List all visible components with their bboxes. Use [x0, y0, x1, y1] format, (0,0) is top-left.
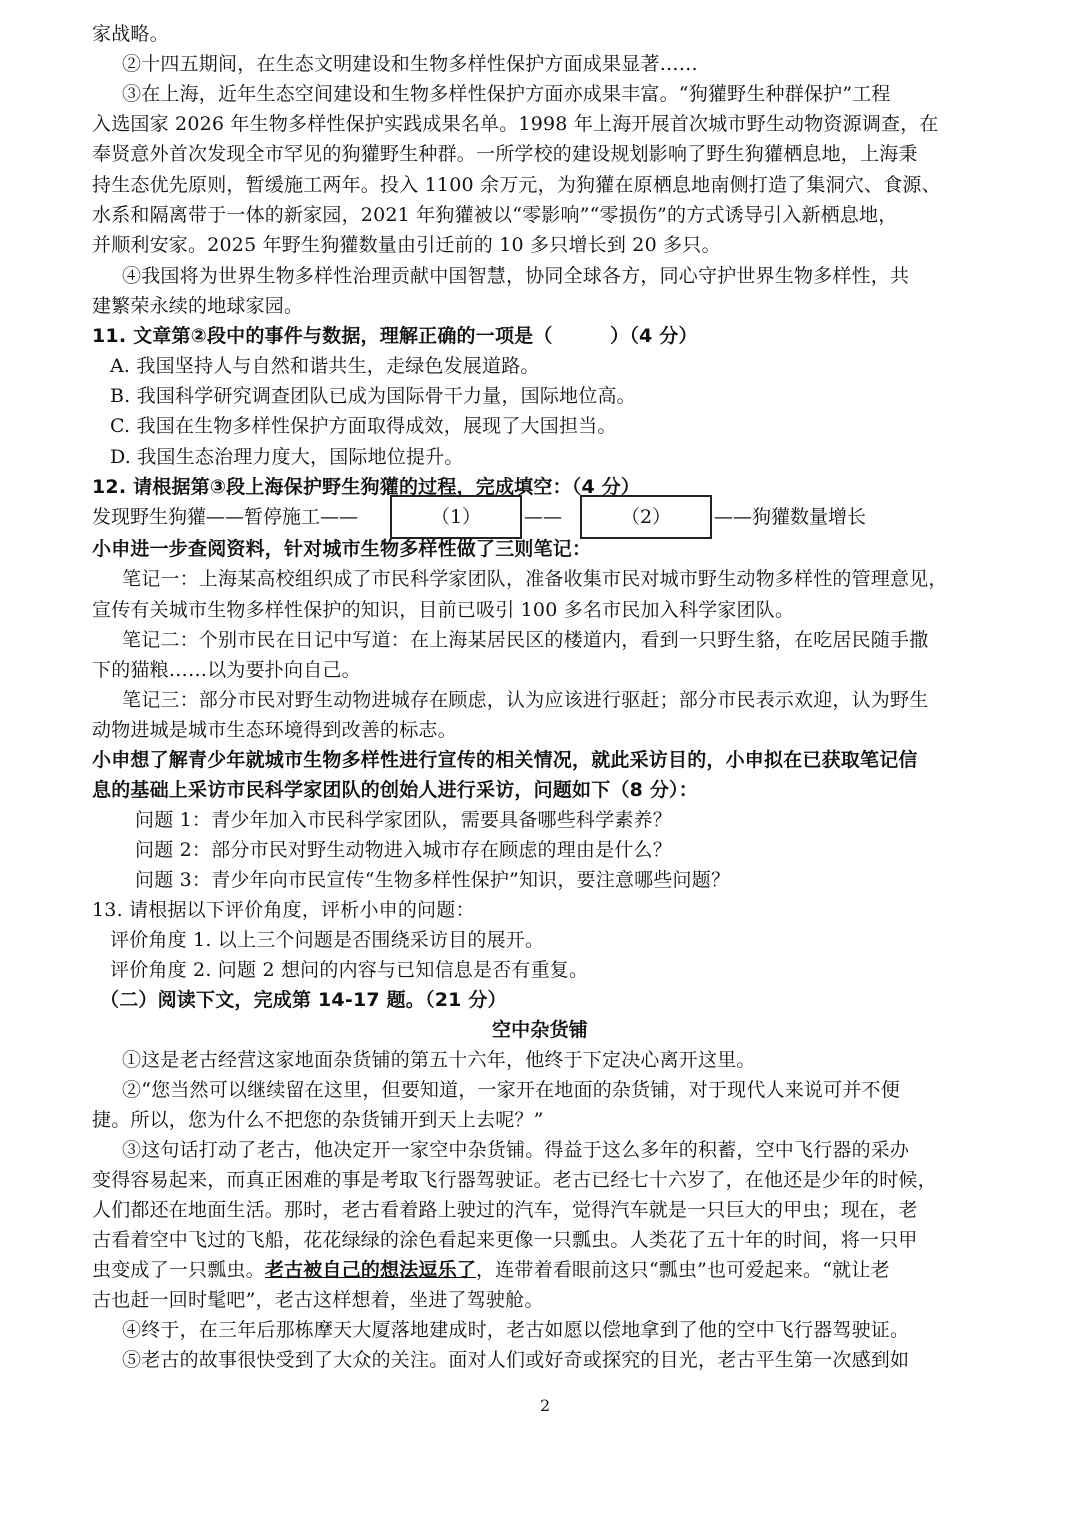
story-paragraph-3: ③这句话打动了老古，他决定开一家空中杂货铺。得益于这么多年的积蓄，空中飞行器的采办 [122, 1139, 910, 1161]
story-line: 古也赶一回时髦吧”，老古这样想着，坐进了驾驶舱。 [92, 1289, 544, 1311]
passage-line: 入选国家 2026 年生物多样性保护实践成果名单。1998 年上海开展首次城市野生动物资源调查，在 [92, 113, 939, 135]
fill-blank-2[interactable]: （2） [580, 495, 712, 539]
interview-intro-cont: 息的基础上采访市民科学家团队的创始人进行采访，问题如下（8 分）： [92, 779, 698, 801]
story-paragraph-2: ②“您当然可以继续留在这里，但要知道，一家开在地面的杂货铺，对于现代人来说可并不便 [122, 1079, 900, 1101]
note-3: 笔记三：部分市民对野生动物进城存在顾虑，认为应该进行驱赶；部分市民表示欢迎，认为野生 [122, 689, 929, 711]
page-number: 2 [540, 1396, 551, 1415]
note-1: 笔记一：上海某高校组织成了市民科学家团队，准备收集市民对城市野生动物多样性的管理意见， [122, 568, 948, 590]
story-line-underlined [0, 1256, 1080, 1284]
question-11-option-d: D. 我国生态治理力度大，国际地位提升。 [110, 446, 464, 468]
story-title: 空中杂货铺 [491, 1019, 588, 1041]
question-11-stem: 11. 文章第②段中的事件与数据，理解正确的一项是（ ）（4 分） [92, 325, 698, 347]
passage-line: 家战略。 [92, 23, 169, 45]
passage-line: 建繁荣永续的地球家园。 [92, 295, 304, 317]
story-text: ，连带着看眼前这只“瓢虫”也可爱起来。“就让老 [476, 1259, 890, 1281]
story-line: 捷。所以，您为什么不把您的杂货铺开到天上去呢？” [92, 1109, 544, 1131]
passage-paragraph-2: ②十四五期间，在生态文明建设和生物多样性保护方面成果显著…… [122, 53, 699, 75]
flow-dash: —— [524, 506, 562, 528]
story-line: 古看着空中飞过的飞船，花花绿绿的涂色看起来更像一只瓢虫。人类花了五十年的时间，将一只甲 [92, 1229, 918, 1251]
passage-line: 并顺利安家。2025 年野生狗獾数量由引迁前的 10 多只增长到 20 多只。 [92, 234, 721, 256]
flow-end: ——狗獾数量增长 [714, 506, 867, 528]
note-1-cont: 宣传有关城市生物多样性保护的知识，目前已吸引 100 多名市民加入科学家团队。 [92, 599, 795, 621]
question-12-stem: 12. 请根据第③段上海保护野生狗獾的过程，完成填空：（4 分） [92, 476, 641, 498]
notes-intro: 小申进一步查阅资料，针对城市生物多样性做了三则笔记： [92, 538, 592, 560]
passage-line: 奉贤意外首次发现全市罕见的狗獾野生种群。一所学校的建设规划影响了野生狗獾栖息地，上海秉 [92, 143, 918, 165]
story-line: 人们都还在地面生活。那时，老古看着路上驶过的汽车，觉得汽车就是一只巨大的甲虫；现在，老 [92, 1199, 918, 1221]
question-11-option-a: A. 我国坚持人与自然和谐共生，走绿色发展道路。 [110, 355, 540, 377]
passage-paragraph-4: ④我国将为世界生物多样性治理贡献中国智慧，协同全球各方，同心守护世界生物多样性，共 [122, 265, 910, 287]
criterion-2: 评价角度 2. 问题 2 想问的内容与已知信息是否有重复。 [110, 959, 589, 981]
note-2-cont: 下的猫粮……以为要扑向自己。 [92, 659, 361, 681]
flow-start: 发现野生狗獾——暂停施工—— [92, 506, 359, 528]
question-11-option-c: C. 我国在生物多样性保护方面取得成效，展现了大国担当。 [110, 415, 617, 437]
note-2: 笔记二：个别市民在日记中写道：在上海某居民区的楼道内，看到一只野生貉，在吃居民随手撒 [122, 629, 929, 651]
passage-line: 水系和隔离带于一体的新家园，2021 年狗獾被以“零影响”“零损伤”的方式诱导引入新栖息地， [92, 204, 898, 226]
passage-paragraph-3: ③在上海，近年生态空间建设和生物多样性保护方面亦成果丰富。“狗獾野生种群保护”工程 [122, 83, 891, 105]
story-text: 虫变成了一只瓢虫。 [92, 1259, 265, 1281]
question-13-stem: 13. 请根据以下评价角度，评析小申的问题： [92, 899, 475, 921]
story-line: 变得容易起来，而真正困难的事是考取飞行器驾驶证。老古已经七十六岁了，在他还是少年的时候， [92, 1169, 937, 1191]
question-11-option-b: B. 我国科学研究调查团队已成为国际骨干力量，国际地位高。 [110, 385, 636, 407]
criterion-1: 评价角度 1. 以上三个问题是否围绕采访目的展开。 [110, 929, 545, 951]
passage-line: 持生态优先原则，暂缓施工两年。投入 1100 余万元，为狗獾在原栖息地南侧打造了集洞穴、食源、 [92, 174, 941, 196]
story-paragraph-1: ①这是老古经营这家地面杂货铺的第五十六年，他终于下定决心离开这里。 [122, 1049, 756, 1071]
interview-intro: 小申想了解青少年就城市生物多样性进行宣传的相关情况，就此采访目的，小申拟在已获取笔记信 [92, 749, 918, 771]
underlined-sentence: 老古被自己的想法逗乐了 [264, 1259, 477, 1281]
interview-question-1: 问题 1：青少年加入市民科学家团队，需要具备哪些科学素养？ [135, 809, 672, 831]
interview-question-3: 问题 3：青少年向市民宣传“生物多样性保护”知识，要注意哪些问题？ [135, 869, 731, 891]
note-3-cont: 动物进城是城市生态环境得到改善的标志。 [92, 719, 457, 741]
fill-blank-1[interactable]: （1） [390, 495, 522, 539]
section-2-heading: （二）阅读下文，完成第 14-17 题。（21 分） [100, 989, 507, 1011]
interview-question-2: 问题 2：部分市民对野生动物进入城市存在顾虑的理由是什么？ [135, 839, 672, 861]
story-paragraph-4: ④终于，在三年后那栋摩天大厦落地建成时，老古如愿以偿地拿到了他的空中飞行器驾驶证。 [122, 1319, 910, 1341]
story-paragraph-5: ⑤老古的故事很快受到了大众的关注。面对人们或好奇或探究的目光，老古平生第一次感到如 [122, 1349, 910, 1371]
